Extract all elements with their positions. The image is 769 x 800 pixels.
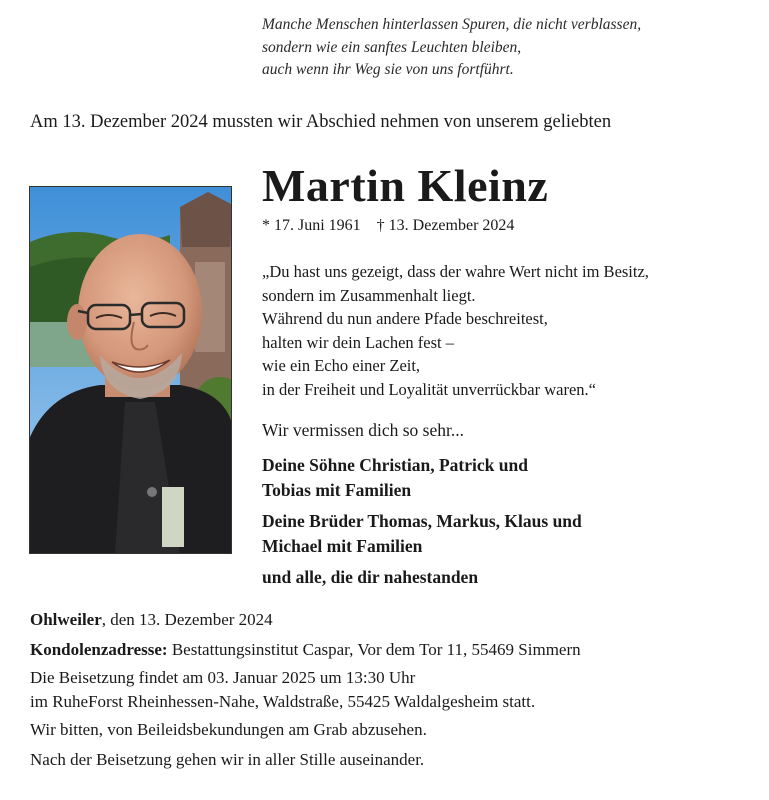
- quote-line: Während du nun andere Pfade beschreitest,: [262, 309, 548, 328]
- farewell-line: Nach der Beisetzung gehen wir in aller Stille auseinander.: [30, 749, 425, 769]
- intro-text: Am 13. Dezember 2024 mussten wir Abschied nehmen von unserem geliebten: [30, 112, 612, 132]
- life-dates: [262, 217, 514, 235]
- sons-group: [262, 453, 752, 503]
- condolence-line: [30, 637, 750, 664]
- sons-line: Tobias mit Familien: [262, 480, 412, 500]
- quote-line: wie ein Echo einer Zeit,: [262, 356, 421, 375]
- death-date: † 13. Dezember 2024: [376, 217, 515, 234]
- motto-line: Manche Menschen hinterlassen Spuren, die nicht verblassen,: [262, 16, 642, 33]
- sons-line: Deine Söhne Christian, Patrick und: [262, 455, 528, 475]
- brothers-line: Michael mit Familien: [262, 536, 423, 556]
- brothers-line: Deine Brüder Thomas, Markus, Klaus und: [262, 511, 582, 531]
- request-line: Wir bitten, von Beileidsbekundungen am Grab abzusehen.: [30, 720, 427, 739]
- place-date: , den 13. Dezember 2024: [101, 610, 273, 629]
- farewell-quote: [262, 260, 752, 401]
- quote-line: sondern im Zusammenhalt liegt.: [262, 285, 476, 305]
- condolence-address: Bestattungsinstitut Caspar, Vor dem Tor 11, 55469 Simmern: [167, 639, 581, 659]
- mourners-section: [262, 420, 752, 590]
- place-name: Ohlweiler: [30, 610, 102, 629]
- quote-line: halten wir dein Lachen fest –: [262, 332, 454, 352]
- brothers-group: [262, 509, 752, 559]
- deceased-name: Martin Kleinz: [262, 160, 549, 211]
- birth-date: * 17. Juni 1961: [262, 217, 361, 234]
- motto-verse: [262, 14, 752, 82]
- burial-line: Die Beisetzung findet am 03. Januar 2025 um 13:30 Uhr: [30, 668, 416, 687]
- portrait-image: [30, 187, 232, 554]
- motto-line: sondern wie ein sanftes Leuchten bleiben,: [262, 38, 522, 56]
- others-line: und alle, die dir nahestanden: [262, 567, 479, 587]
- quote-line: „Du hast uns gezeigt, dass der wahre Wert nicht im Besitz,: [262, 262, 649, 281]
- motto-line: auch wenn ihr Weg sie von uns fortführt.: [262, 61, 514, 78]
- portrait-photo: [29, 186, 232, 554]
- condolence-label: Kondolenzadresse:: [30, 639, 168, 659]
- miss-line: Wir vermissen dich so sehr...: [262, 420, 464, 440]
- place-date-line: [30, 607, 750, 634]
- burial-line: im RuheForst Rheinhessen-Nahe, Waldstraße, 55425 Waldalgesheim statt.: [30, 692, 536, 711]
- details-section: [30, 607, 750, 773]
- quote-line: in der Freiheit und Loyalität unverrückbar waren.“: [262, 379, 596, 399]
